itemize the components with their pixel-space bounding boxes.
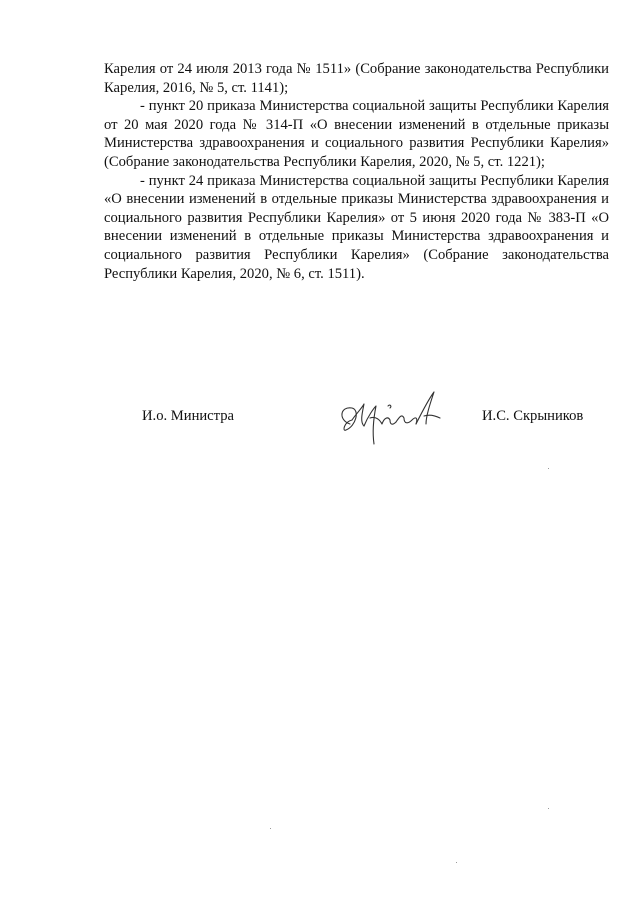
paragraph-continuation: Карелия от 24 июля 2013 года № 1511» (Собрание законодательства Республики Карелия, 2016, № 5, ст. 1141); — [104, 61, 609, 96]
scan-speck — [548, 808, 549, 809]
scan-speck — [456, 862, 457, 863]
document-body — [104, 60, 609, 283]
signature-block — [0, 404, 640, 464]
signatory-name: И.С. Скрыников — [482, 408, 584, 424]
scan-speck — [270, 828, 271, 829]
paragraph-item-24: - пункт 24 приказа Министерства социальной защиты Республики Карелия «О внесении изменений в отдельные приказы Министерства здравоохранения и социального развития Республики Карелия» от 5 июня 2020 года № 383-П «О внесении изменений в отдельные приказы Министерства здравоохранения и социального развития Республики Карелия» (Собрание законодательства Республики Карелия, 2020, № 6, ст. 1511). — [104, 172, 609, 282]
scan-speck — [548, 468, 549, 469]
handwritten-signature — [330, 386, 460, 456]
signatory-role: И.о. Министра — [142, 408, 234, 424]
paragraph-item-20: - пункт 20 приказа Министерства социальной защиты Республики Карелия от 20 мая 2020 года № 314-П «О внесении изменений в отдельные приказы Министерства здравоохранения и социального развития Республики Карелия» (Собрание законодательства Республики Карелия, 2020, № 5, ст. 1221); — [104, 98, 609, 170]
